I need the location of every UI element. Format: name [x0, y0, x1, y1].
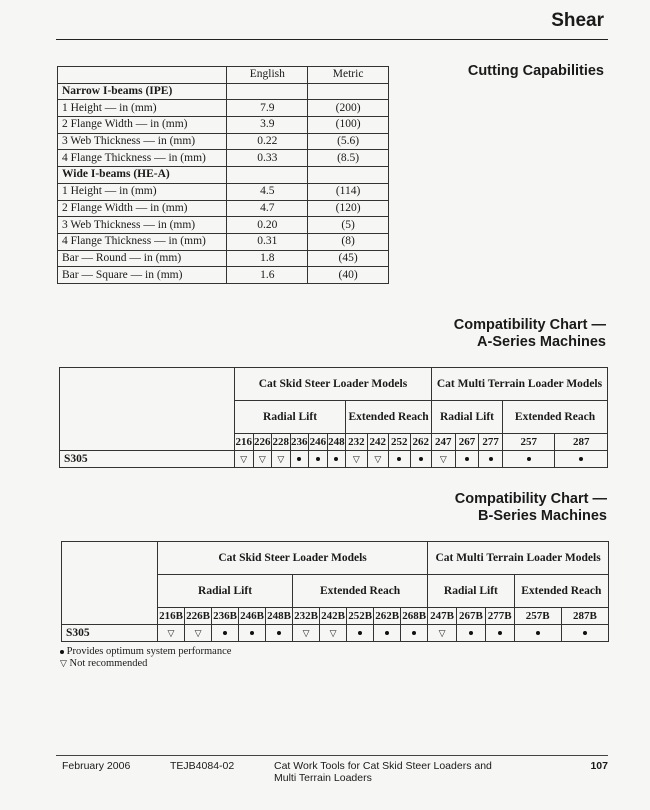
model-cell: 262	[410, 434, 431, 451]
section-title: Shear	[551, 10, 604, 31]
english-value: 4.5	[227, 183, 308, 200]
dot-icon	[583, 631, 587, 635]
footer-title-line1: Cat Work Tools for Cat Skid Steer Loaders and	[274, 760, 492, 772]
row-label: 1 Height — in (mm)	[58, 183, 227, 200]
compat-mark-cell	[158, 625, 185, 642]
model-cell: 242	[367, 434, 388, 451]
compat-mark-cell	[266, 625, 293, 642]
dot-icon	[465, 457, 469, 461]
english-value: 0.22	[227, 133, 308, 150]
model-cell: 252	[389, 434, 410, 451]
footer-doc-code: TEJB4084-02	[170, 760, 235, 772]
row-label: 2 Flange Width — in (mm)	[58, 200, 227, 217]
model-cell: 226B	[185, 608, 212, 625]
model-cell: 236B	[212, 608, 239, 625]
compat-mark-cell	[431, 451, 455, 468]
dot-icon	[250, 631, 254, 635]
english-value	[227, 167, 308, 184]
compat-mark-cell	[455, 451, 479, 468]
page-number: 107	[590, 760, 608, 772]
row-label: 4 Flange Thickness — in (mm)	[58, 150, 227, 167]
legend	[60, 646, 231, 670]
compat-a-heading-line2: A-Series Machines	[477, 334, 606, 350]
dot-icon	[412, 631, 416, 635]
cutting-capabilities-table	[57, 66, 389, 284]
dot-icon	[358, 631, 362, 635]
compat-mark-cell	[479, 451, 503, 468]
row-label: 2 Flange Width — in (mm)	[58, 117, 227, 134]
group-header-skid-steer: Cat Skid Steer Loader Models	[235, 368, 432, 401]
triangle-down-icon: ▽	[302, 628, 310, 638]
triangle-down-icon: ▽	[438, 628, 446, 638]
english-value: 0.20	[227, 217, 308, 234]
compat-mark-cell	[503, 451, 555, 468]
table-row	[58, 133, 389, 150]
table-row	[60, 451, 608, 468]
dot-icon	[419, 457, 423, 461]
compat-mark-cell	[428, 625, 457, 642]
legend-optimum	[60, 646, 231, 658]
table-row	[58, 117, 389, 134]
cutting-capabilities-heading	[468, 63, 604, 80]
row-label: 3 Web Thickness — in (mm)	[58, 133, 227, 150]
cutting-capabilities-title: Cutting Capabilities	[467, 63, 604, 79]
english-value: 1.6	[227, 267, 308, 284]
group-header-multi-terrain: Cat Multi Terrain Loader Models	[431, 368, 607, 401]
table-header-english: English	[227, 67, 308, 84]
compat-mark-cell	[327, 451, 346, 468]
table-row	[58, 183, 389, 200]
compat-mark-cell	[410, 451, 431, 468]
compat-mark-cell	[320, 625, 347, 642]
model-cell: 267	[455, 434, 479, 451]
dot-icon	[489, 457, 493, 461]
metric-value: (40)	[308, 267, 389, 284]
english-value: 7.9	[227, 100, 308, 117]
compat-mark-cell	[456, 625, 485, 642]
top-rule	[56, 39, 608, 40]
row-label: 4 Flange Thickness — in (mm)	[58, 233, 227, 250]
dot-icon	[498, 631, 502, 635]
model-cell: 228	[272, 434, 291, 451]
compat-mark-cell	[290, 451, 309, 468]
compat-mark-cell	[272, 451, 291, 468]
model-cell: 252B	[347, 608, 374, 625]
dot-icon	[334, 457, 338, 461]
table-row	[58, 83, 389, 100]
dot-icon	[316, 457, 320, 461]
triangle-down-icon: ▽	[329, 628, 337, 638]
english-value: 1.8	[227, 250, 308, 267]
group-header-skid-steer: Cat Skid Steer Loader Models	[158, 542, 428, 575]
dot-icon	[60, 650, 64, 654]
triangle-down-icon: ▽	[439, 454, 447, 464]
dot-icon	[527, 457, 531, 461]
row-label-s305: S305	[62, 625, 158, 642]
dot-icon	[277, 631, 281, 635]
compat-mark-cell	[374, 625, 401, 642]
model-cell: 236	[290, 434, 309, 451]
model-cell: 216B	[158, 608, 185, 625]
metric-value: (8.5)	[308, 150, 389, 167]
english-value: 3.9	[227, 117, 308, 134]
dot-icon	[385, 631, 389, 635]
compat-b-heading-line1: Compatibility Chart —	[454, 491, 607, 507]
model-cell: 257B	[514, 608, 561, 625]
model-cell: 257	[503, 434, 555, 451]
compat-mark-cell	[346, 451, 367, 468]
row-label-s305: S305	[60, 451, 235, 468]
metric-value: (8)	[308, 233, 389, 250]
blank-header-cell	[62, 542, 158, 625]
group-label: Narrow I-beams (IPE)	[58, 83, 227, 100]
triangle-down-icon: ▽	[374, 454, 382, 464]
compat-mark-cell	[485, 625, 514, 642]
subheader-radial-lift-mtl: Radial Lift	[428, 575, 514, 608]
metric-value	[308, 83, 389, 100]
model-cell: 247	[431, 434, 455, 451]
english-value: 4.7	[227, 200, 308, 217]
dot-icon	[469, 631, 473, 635]
model-cell: 216	[235, 434, 254, 451]
metric-value: (100)	[308, 117, 389, 134]
table-row	[58, 217, 389, 234]
table-header-metric: Metric	[308, 67, 389, 84]
compat-b-heading-line2: B-Series Machines	[478, 508, 607, 524]
cutting-table-body	[58, 83, 389, 283]
english-value: 0.31	[227, 233, 308, 250]
blank-header-cell	[60, 368, 235, 451]
metric-value	[308, 167, 389, 184]
subheader-extended-reach: Extended Reach	[346, 401, 432, 434]
subheader-extended-reach: Extended Reach	[293, 575, 428, 608]
model-cell: 287	[555, 434, 608, 451]
row-label: Bar — Square — in (mm)	[58, 267, 227, 284]
model-cell: 232B	[293, 608, 320, 625]
table-row	[58, 250, 389, 267]
compat-mark-cell	[293, 625, 320, 642]
subheader-radial-lift: Radial Lift	[158, 575, 293, 608]
row-label: 3 Web Thickness — in (mm)	[58, 217, 227, 234]
model-cell: 248B	[266, 608, 293, 625]
header-row-groups	[62, 542, 609, 575]
compat-a-table	[59, 367, 608, 468]
table-row	[58, 233, 389, 250]
model-cell: 268B	[401, 608, 428, 625]
footer-title	[274, 760, 492, 784]
triangle-down-icon: ▽	[240, 454, 248, 464]
table-row	[58, 100, 389, 117]
metric-value: (5)	[308, 217, 389, 234]
compat-mark-cell	[514, 625, 561, 642]
model-cell: 277B	[485, 608, 514, 625]
model-cell: 277	[479, 434, 503, 451]
table-row	[58, 267, 389, 284]
compat-mark-cell	[212, 625, 239, 642]
metric-value: (114)	[308, 183, 389, 200]
model-cell: 287B	[561, 608, 608, 625]
legend-optimum-text: Provides optimum system performance	[66, 646, 232, 657]
legend-not-recommended-text: Not recommended	[69, 658, 148, 669]
model-cell: 267B	[456, 608, 485, 625]
compat-mark-cell	[239, 625, 266, 642]
row-label: 1 Height — in (mm)	[58, 100, 227, 117]
subheader-radial-lift-mtl: Radial Lift	[431, 401, 502, 434]
dot-icon	[297, 457, 301, 461]
dot-icon	[397, 457, 401, 461]
table-row	[58, 150, 389, 167]
compat-mark-cell	[235, 451, 254, 468]
triangle-down-icon: ▽	[352, 454, 360, 464]
model-cell: 232	[346, 434, 367, 451]
triangle-down-icon: ▽	[277, 454, 285, 464]
english-value: 0.33	[227, 150, 308, 167]
compat-mark-cell	[561, 625, 608, 642]
compat-mark-cell	[309, 451, 328, 468]
triangle-down-icon: ▽	[60, 658, 67, 668]
metric-value: (45)	[308, 250, 389, 267]
dot-icon	[536, 631, 540, 635]
legend-not-recommended	[60, 658, 231, 670]
model-cell: 246B	[239, 608, 266, 625]
row-label: Bar — Round — in (mm)	[58, 250, 227, 267]
model-cell: 246	[309, 434, 328, 451]
group-header-multi-terrain: Cat Multi Terrain Loader Models	[428, 542, 609, 575]
triangle-down-icon: ▽	[194, 628, 202, 638]
model-cell: 262B	[374, 608, 401, 625]
table-header-blank	[58, 67, 227, 84]
compat-mark-cell	[185, 625, 212, 642]
subheader-extended-reach-mtl: Extended Reach	[514, 575, 608, 608]
english-value	[227, 83, 308, 100]
model-cell: 247B	[428, 608, 457, 625]
compat-b-table	[61, 541, 609, 642]
model-cell: 242B	[320, 608, 347, 625]
footer-rule	[56, 755, 608, 756]
metric-value: (120)	[308, 200, 389, 217]
dot-icon	[579, 457, 583, 461]
header-row-groups	[60, 368, 608, 401]
triangle-down-icon: ▽	[258, 454, 266, 464]
model-cell: 226	[253, 434, 272, 451]
model-cell: 248	[327, 434, 346, 451]
compat-mark-cell	[253, 451, 272, 468]
triangle-down-icon: ▽	[167, 628, 175, 638]
metric-value: (200)	[308, 100, 389, 117]
dot-icon	[223, 631, 227, 635]
subheader-radial-lift: Radial Lift	[235, 401, 346, 434]
table-row	[62, 625, 609, 642]
footer-title-line2: Multi Terrain Loaders	[274, 772, 372, 784]
compat-a-heading-line1: Compatibility Chart —	[453, 317, 606, 333]
table-row	[58, 167, 389, 184]
footer-date: February 2006	[62, 760, 131, 772]
compat-a-heading	[454, 317, 606, 351]
compat-b-heading	[455, 491, 607, 525]
compat-mark-cell	[555, 451, 608, 468]
metric-value: (5.6)	[308, 133, 389, 150]
compat-mark-cell	[401, 625, 428, 642]
table-row	[58, 200, 389, 217]
compat-mark-cell	[367, 451, 388, 468]
subheader-extended-reach-mtl: Extended Reach	[503, 401, 608, 434]
group-label: Wide I-beams (HE-A)	[58, 167, 227, 184]
compat-mark-cell	[347, 625, 374, 642]
compat-mark-cell	[389, 451, 410, 468]
